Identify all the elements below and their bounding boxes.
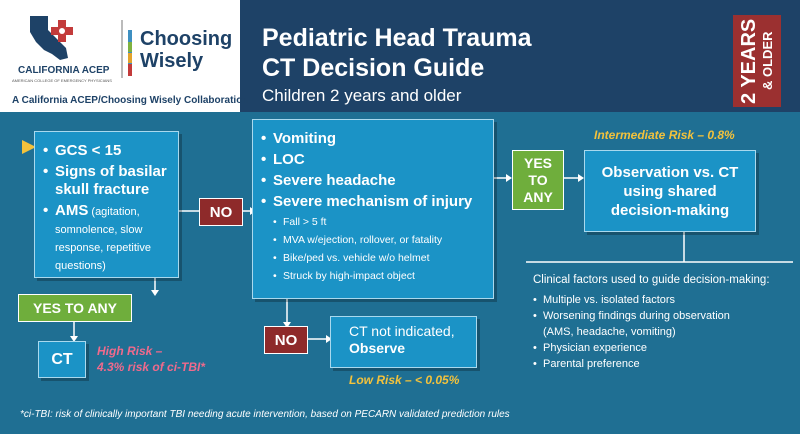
footnote: *ci-TBI: risk of clinically important TBI needing acute intervention, based on PECARN validated prediction rules xyxy=(20,409,510,420)
california-acep-subtext: AMERICAN COLLEGE OF EMERGENCY PHYSICIANS xyxy=(12,78,112,83)
ct-not-indicated-line1: CT not indicated, xyxy=(349,323,455,339)
intermediate-risk-label: Intermediate Risk – 0.8% xyxy=(594,128,735,142)
yes-to-any-label: YES TO ANY xyxy=(18,294,132,322)
observation-box xyxy=(584,150,756,232)
clinical-factor-item: • Multiple vs. isolated factors xyxy=(533,292,730,308)
page-title-line2: CT Decision Guide xyxy=(262,54,485,82)
age-side-tab-big: 2 YEARS xyxy=(738,18,760,104)
no-pill: NO xyxy=(199,198,243,226)
mechanism-item: • Struck by high-impact object xyxy=(273,267,487,285)
criteria-item: • LOC xyxy=(261,151,487,169)
any-word: ANY xyxy=(523,188,553,205)
logo-divider xyxy=(121,20,123,78)
mechanism-item: • Bike/ped vs. vehicle w/o helmet xyxy=(273,249,487,267)
clinical-factor-item-continued: (AMS, headache, vomiting) xyxy=(543,326,676,338)
criteria-box-high-risk xyxy=(34,131,179,278)
page-subtitle: Children 2 years and older xyxy=(262,86,462,105)
clinical-factor-item: • Physician experience xyxy=(533,340,730,356)
criteria-box-intermediate xyxy=(252,119,494,299)
choosing-wisely-line2: Wisely xyxy=(140,50,204,72)
clinical-factor-item: • Parental preference xyxy=(533,356,730,372)
ct-not-indicated-line2: Observe xyxy=(349,340,406,356)
age-side-tab-small: & OLDER xyxy=(760,31,775,91)
criteria-item: • GCS < 15 xyxy=(43,142,172,160)
arrowhead-to-yes xyxy=(151,290,159,296)
no-pill-low: NO xyxy=(264,326,308,354)
criteria-item: • Severe mechanism of injury xyxy=(261,193,487,211)
page-title-line1: Pediatric Head Trauma xyxy=(262,24,532,52)
yes-word: YES xyxy=(523,154,552,171)
high-risk-label-line1: High Risk – xyxy=(97,344,163,358)
california-map-logo xyxy=(22,14,82,64)
ct-not-indicated-box xyxy=(330,316,477,368)
ct-box: CT xyxy=(38,341,86,378)
criteria-item: • Signs of basilar skull fracture xyxy=(43,163,172,199)
choosing-wisely-line1: Choosing xyxy=(140,28,233,50)
choosing-wisely-logo-text xyxy=(140,28,232,72)
low-risk-label: Low Risk – < 0.05% xyxy=(349,373,460,387)
to-word: TO xyxy=(528,171,548,188)
high-risk-label-line2: 4.3% risk of ci-TBI* xyxy=(97,360,206,374)
mechanism-item: • Fall > 5 ft xyxy=(273,213,487,231)
clinical-factors-list xyxy=(533,292,730,372)
california-acep-logo-text: CALIFORNIA ACEP xyxy=(18,65,110,76)
clinical-factors-heading: Clinical factors used to guide decision-making: xyxy=(533,274,770,286)
clinical-factor-item: • Worsening findings during observation xyxy=(533,308,730,324)
mechanism-item: • MVA w/ejection, rollover, or fatality xyxy=(273,231,487,249)
criteria-item-ams xyxy=(43,202,172,274)
observation-text: Observation vs. CT using shared decision-making xyxy=(601,163,739,219)
collaboration-caption: A California ACEP/Choosing Wisely Collaboration xyxy=(12,95,249,106)
criteria-item: • Vomiting xyxy=(261,130,487,148)
ams-detail: (agitation, somnolence, slow response, repetitive questions) xyxy=(55,206,151,272)
age-side-tab-text xyxy=(733,15,781,107)
criteria-item: • Severe headache xyxy=(261,172,487,190)
ams-label: AMS xyxy=(55,202,89,219)
yes-to-any-stacked-label xyxy=(512,150,564,210)
